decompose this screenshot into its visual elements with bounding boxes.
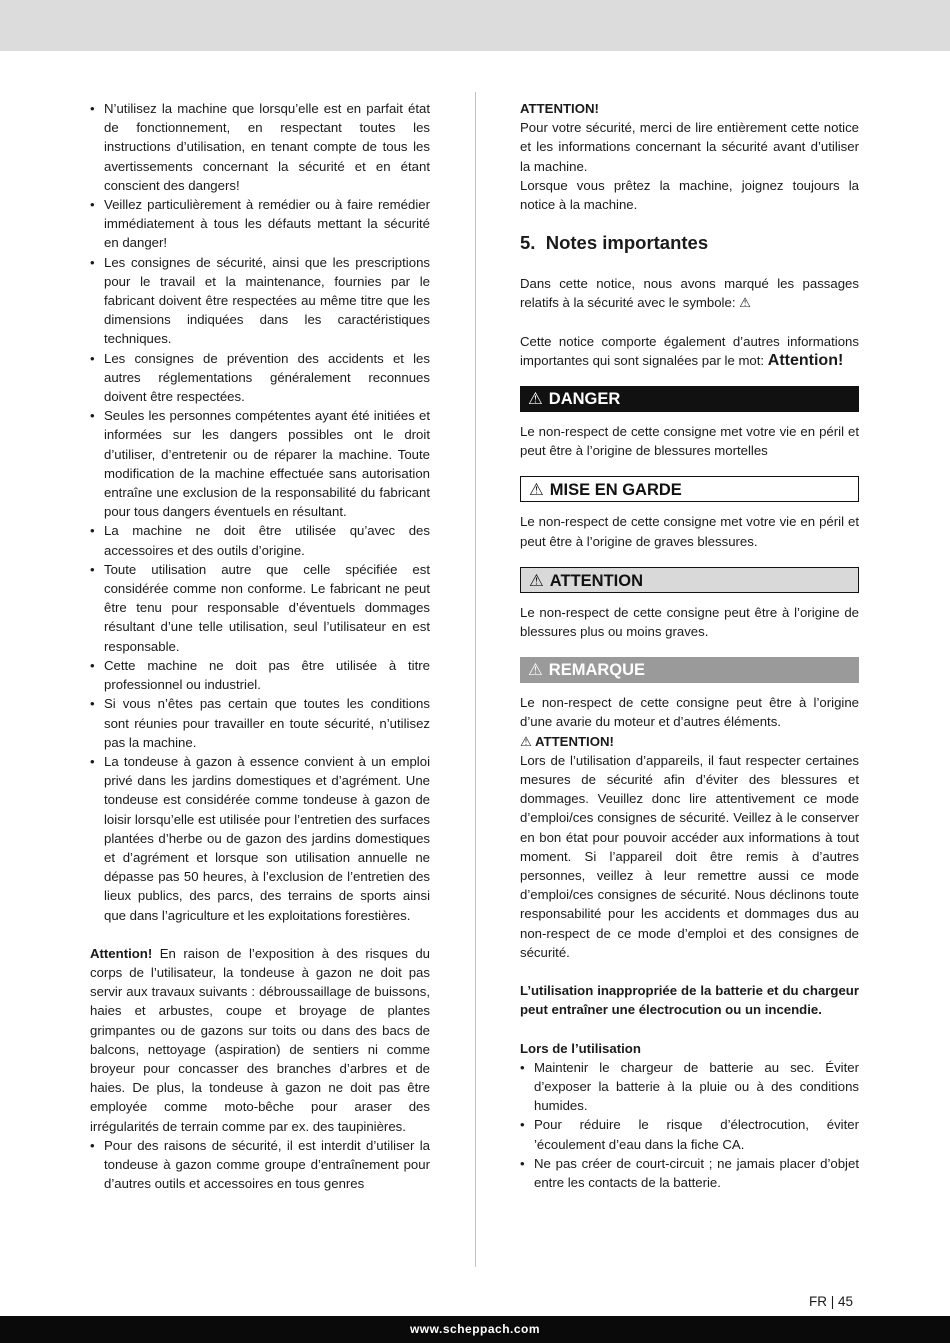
attention-paragraph-2: Lorsque vous prêtez la machine, joignez toujours la notice à la machine. [520, 177, 859, 213]
list-item: • Les consignes de prévention des accidents et les autres réglementations généralement reconnues doivent être respectées. [90, 349, 430, 407]
notes-paragraph-1: Dans cette notice, nous avons marqué les passages relatifs à la sécurité avec le symbole: ⚠ [520, 276, 859, 311]
caution-label: ATTENTION [549, 571, 643, 590]
list-item: • Les consignes de sécurité, ainsi que les prescriptions pour le travail et la maintenance, fournies par le fabricant doivent être respectées au même titre que les dimensions indiquées dans les caractéristiques techniques. [90, 253, 430, 349]
attention2-label: ⚠ ATTENTION! [520, 733, 614, 749]
attention-label: Attention! [90, 945, 153, 961]
page-number: FR | 45 [809, 1294, 854, 1309]
attention-paragraph-1: Pour votre sécurité, merci de lire entièrement cette notice et les informations concernant la sécurité avant d’utiliser la machine. [520, 120, 859, 174]
section-title: Notes importantes [545, 232, 709, 254]
warning-triangle-icon: ⚠ [528, 661, 543, 680]
column-divider [475, 92, 476, 1267]
list-item: • La machine ne doit être utilisée qu’avec des accessoires et des outils d’origine. [90, 521, 430, 559]
danger-box [520, 386, 859, 412]
list-item: • Ne pas créer de court-circuit ; ne jamais placer d’objet entre les contacts de la batterie. [520, 1154, 859, 1192]
attention-paragraph [90, 944, 430, 1136]
list-item: • Maintenir le chargeur de batterie au sec. Éviter d’exposer la batterie à la pluie ou à des conditions humides. [520, 1058, 859, 1116]
list-item: • Veillez particulièrement à remédier ou à faire remédier immédiatement à tous les défauts mettant la sécurité en danger! [90, 195, 430, 253]
list-item: • Cette machine ne doit pas être utilisée à titre professionnel ou industriel. [90, 656, 430, 694]
notes-paragraph-2 [520, 332, 859, 370]
list-item: • Toute utilisation autre que celle spécifiée est considérée comme non conforme. Le fabricant ne peut être tenu pour responsable d’éventuels dommages résultant d’une telle utilisation, seul l’utilisateur en est responsable. [90, 560, 430, 656]
note-text: Le non-respect de cette consigne peut être à l’origine d’une avarie du moteur et d’autres éléments. [520, 695, 859, 730]
warning-triangle-icon: ⚠ [528, 390, 543, 409]
list-item: • N’utilisez la machine que lorsqu’elle est en parfait état de fonctionnement, en respectant toutes les instructions d’utilisation, en tenant compte de tous les avertissements concernant la sécurité et en étant conscient des dangers! [90, 99, 430, 195]
left-column [90, 99, 430, 1193]
footer-bar [0, 1316, 950, 1343]
safety-bullet-list [90, 99, 430, 925]
warning-triangle-icon: ⚠ [529, 481, 544, 500]
attention-heading: ATTENTION! [520, 101, 599, 116]
attention2-text: Lors de l’utilisation d’appareils, il faut respecter certaines mesures de sécurité afin d’éviter des blessures et dommages. Veuillez donc lire attentivement ce mode d’emploi/ces consignes de sécurité. Veillez à le conserver en bon état pour pouvoir accéder aux informations à tout moment. Si l’appareil doit être remis à d’autres personnes, veillez à leur remettre aussi ce mode d’emploi/ces consignes de sécurité. Nous déclinons toute responsabilité pour les accidents et dommages dus au non-respect de ce mode d’emploi et des consignes de sécurité. [520, 752, 859, 960]
notes-attention-word: Attention! [767, 351, 844, 369]
safety-bullet-list-2 [90, 1136, 430, 1194]
right-column [520, 99, 859, 1192]
warning-label: MISE EN GARDE [549, 481, 682, 500]
battery-warning: L’utilisation inappropriée de la batterie et du chargeur peut entraîner une électrocution ou un incendie. [520, 983, 859, 1018]
list-item: • Pour des raisons de sécurité, il est interdit d’utiliser la tondeuse à gazon comme groupe d’entraînement pour d’autres outils et accessoires en tous genres [90, 1136, 430, 1194]
footer-url[interactable]: www.scheppach.com [409, 1322, 541, 1336]
caution-text: Le non-respect de cette consigne peut être à l’origine de blessures plus ou moins graves. [520, 604, 859, 640]
list-item: • La tondeuse à gazon à essence convient à un emploi privé dans les jardins domestiques et d’agrément. Une tondeuse est considérée comme tondeuse à gazon de loisir lorsqu’elle est utilisée pour l’entretien des surfaces plantées d’herbe ou de gazon des jardins domestiques et d’agrément et lorsque son utilisation annuelle ne dépasse pas 50 heures, à l’exclusion de l’entretien des lieux publics, des parcs, des terrains de sports ainsi que dans l’agriculture et les exploitations forestières. [90, 752, 430, 925]
note-box [520, 657, 859, 683]
usage-bullet-list [520, 1058, 859, 1192]
section-heading [520, 232, 859, 254]
attention-text: En raison de l’exposition à des risques du corps de l’utilisateur, la tondeuse à gazon ne doit pas servir aux travaux suivants : débroussaillage de buissons, haies et arbustes, coupe et broyage de plantes grimpantes ou de gazons sur toits ou dans des bacs de balcons, nettoyage (aspiration) de sentiers ni comme broyeur pour concasser des branches d’arbres et de haies. De plus, la tondeuse à gazon ne doit pas être employée comme moto-bêche pour araser des irrégularités de terrain comme par ex. des taupinières. [90, 945, 430, 1134]
warning-text: Le non-respect de cette consigne met votre vie en péril et peut être à l’origine de graves blessures. [520, 514, 859, 549]
danger-text: Le non-respect de cette consigne met votre vie en péril et peut être à l’origine de blessures mortelles [520, 424, 859, 459]
list-item: • Pour réduire le risque d’électrocution, éviter ’écoulement d’eau dans la fiche CA. [520, 1115, 859, 1153]
danger-label: DANGER [548, 390, 621, 409]
warning-triangle-icon: ⚠ [529, 571, 544, 590]
list-item: • Si vous n’êtes pas certain que toutes les conditions sont réunies pour travailler en toute sécurité, n’utilisez pas la machine. [90, 694, 430, 752]
note-label: REMARQUE [548, 661, 646, 680]
list-item: • Seules les personnes compétentes ayant été initiées et informées sur les dangers possibles ont le droit d’utiliser, d’entretenir ou de réparer la machine. Toute modification de la machine effectuée sans autorisation entraîne une exclusion de la responsabilité du fabricant pour tous dangers éventuels en résultant. [90, 406, 430, 521]
header-band [0, 0, 950, 51]
section-number: 5. [520, 232, 536, 254]
warning-box [520, 476, 859, 502]
caution-box [520, 567, 859, 593]
notes-text: Cette notice comporte également d’autres informations importantes qui sont signalées par le mot: [520, 333, 859, 368]
usage-heading: Lors de l’utilisation [520, 1040, 641, 1056]
